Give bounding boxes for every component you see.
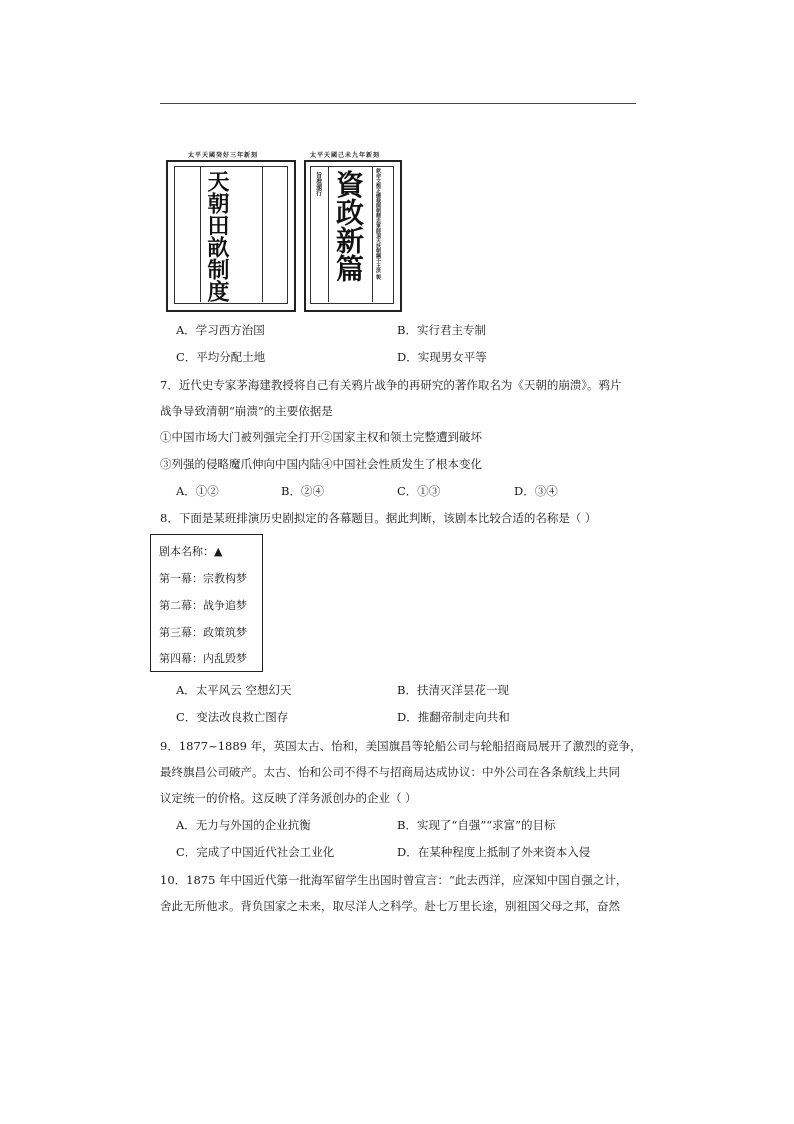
cover-header-text: 太平天國癸好三年新刻: [188, 152, 259, 159]
script-act3: 第三幕：政策筑梦: [159, 626, 247, 639]
header-rule: [160, 103, 636, 104]
q9-stem-line1: 9．1877~1889 年，英国太古、怡和，美国旗昌等轮船公司与轮船招商局展开了激烈的竞争，: [160, 739, 642, 753]
q8-stem: 8．下面是某班排演历史剧拟定的各幕题目。据此判断，该剧本比较合适的名称是（ ）: [160, 511, 597, 525]
q8-option-b: B．扶清灭洋昙花一现: [397, 683, 509, 697]
q9-option-d: D．在某种程度上抵制了外来资本入侵: [397, 845, 591, 859]
script-act4: 第四幕：内乱毁梦: [159, 652, 247, 665]
cover-side-left: 旨准頒行: [314, 172, 322, 196]
q6-option-d: D．实现男女平等: [397, 350, 487, 364]
q9-option-b: B．实现了“自强”“求富”的目标: [397, 818, 556, 832]
q7-statement-line2: ③列强的侵略魔爪伸向中国内陆④中国社会性质发生了根本变化: [160, 457, 482, 471]
q6-option-b: B．实行君主专制: [397, 323, 486, 337]
q7-statement-line1: ①中国市场大门被列强完全打开②国家主权和领土完整遭到破坏: [160, 430, 482, 444]
cover-title: 天朝田畝制度: [204, 170, 230, 302]
q9-option-c: C．完成了中国近代社会工业化: [176, 845, 335, 859]
script-name: 剧本名称：▲: [159, 545, 223, 558]
q7-option-c: C．①③: [397, 484, 441, 498]
q7-stem-line1: 7．近代史专家茅海建教授将自己有关鸦片战争的再研究的著作取名为《天朝的崩溃》。鸦片: [160, 378, 622, 392]
cover-header-text: 太平天國己未九年新刻: [310, 152, 381, 159]
q7-option-a: A．①②: [176, 484, 219, 498]
script-act1: 第一幕：宗教构梦: [159, 572, 247, 585]
cover-title: 資政新篇: [332, 170, 365, 282]
q6-option-c: C．平均分配土地: [176, 350, 266, 364]
q7-option-d: D．③④: [514, 484, 558, 498]
q8-option-d: D．推翻帝制走向共和: [397, 710, 510, 724]
q9-stem-line3: 议定统一的价格。这反映了洋务派创办的企业（ ）: [160, 791, 417, 805]
cover-zizheng: [304, 150, 404, 312]
script-act2: 第二幕：战争追梦: [159, 599, 247, 612]
q10-stem-line1: 10．1875 年中国近代第一批海军留学生出国时曾宣言：“此去西洋，应深知中国自强之计，: [160, 873, 628, 887]
script-box: [150, 534, 263, 672]
cover-side-right: 欽命文衡正總裁開朝精忠軍師頂天扶朝綱干王洪 製: [375, 168, 381, 280]
q10-stem-line2: 舍此无所他求。背负国家之未来，取尽洋人之科学。赴七万里长途，别祖国父母之邦，奋然: [160, 899, 620, 913]
q9-stem-line2: 最终旗昌公司破产。太古、怡和公司不得不与招商局达成协议：中外公司在各条航线上共同: [160, 765, 620, 779]
q8-option-c: C．变法改良救亡图存: [176, 710, 289, 724]
q8-option-a: A．太平风云 空想幻天: [176, 683, 292, 697]
cover-tianchao: [166, 150, 298, 312]
q9-option-a: A．无力与外国的企业抗衡: [176, 818, 311, 832]
q7-stem-line2: 战争导致清朝“崩溃”的主要依据是: [160, 404, 333, 418]
q7-option-b: B．②④: [281, 484, 324, 498]
q6-option-a: A．学习西方治国: [176, 323, 265, 337]
